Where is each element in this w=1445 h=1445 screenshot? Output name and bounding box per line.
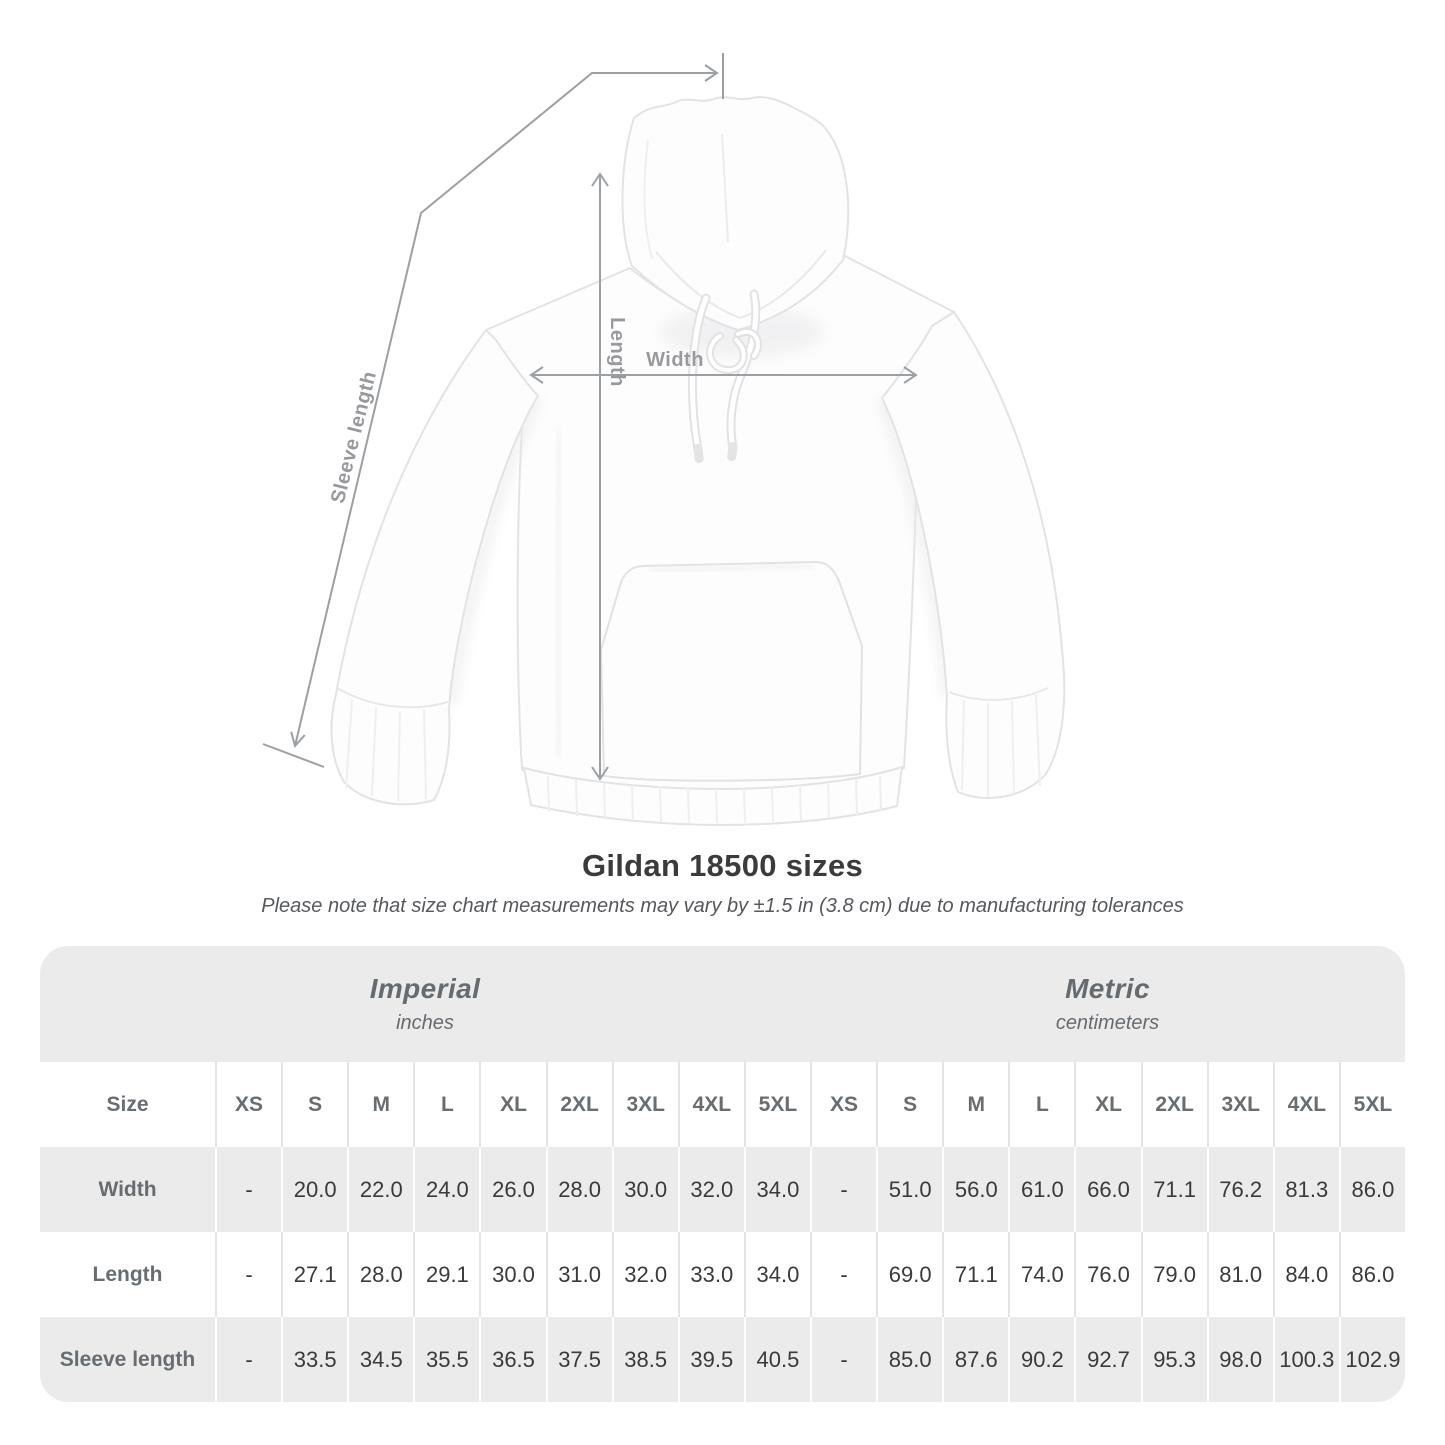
table-cell: 51.0 — [876, 1147, 942, 1232]
sleeve-length-label: Sleeve length — [326, 368, 382, 506]
table-cell: 30.0 — [612, 1147, 678, 1232]
row-label: Length — [92, 1262, 163, 1286]
table-cell: 40.5 — [744, 1317, 810, 1402]
size-col-header: XS — [215, 1062, 281, 1147]
size-col-header: 5XL — [744, 1062, 810, 1147]
table-cell: 84.0 — [1273, 1232, 1339, 1317]
metric-section-header — [810, 946, 1405, 1062]
table-cell: 32.0 — [612, 1232, 678, 1317]
table-cell: 100.3 — [1273, 1317, 1339, 1402]
size-col-header: 5XL — [1339, 1062, 1405, 1147]
table-cell: - — [215, 1147, 281, 1232]
table-cell: 32.0 — [678, 1147, 744, 1232]
table-cell: 20.0 — [281, 1147, 347, 1232]
table-cell: 85.0 — [876, 1317, 942, 1402]
size-header-row — [40, 1062, 1405, 1147]
table-cell: 81.0 — [1207, 1232, 1273, 1317]
table-cell: 71.1 — [942, 1232, 1008, 1317]
table-cell: 69.0 — [876, 1232, 942, 1317]
metric-section-unit: centimeters — [1055, 1012, 1160, 1034]
size-col-header: S — [876, 1062, 942, 1147]
size-col-header: 4XL — [1273, 1062, 1339, 1147]
size-col-header: XL — [1074, 1062, 1140, 1147]
table-cell: - — [215, 1317, 281, 1402]
table-cell: 29.1 — [413, 1232, 479, 1317]
table-cell: 81.3 — [1273, 1147, 1339, 1232]
table-cell: 35.5 — [413, 1317, 479, 1402]
table-cell: 37.5 — [546, 1317, 612, 1402]
table-cell: 26.0 — [479, 1147, 545, 1232]
table-cell: 27.1 — [281, 1232, 347, 1317]
imperial-section-header — [40, 946, 810, 1062]
table-cell: 71.1 — [1141, 1147, 1207, 1232]
table-cell: 87.6 — [942, 1317, 1008, 1402]
table-cell: - — [810, 1147, 876, 1232]
table-cell: 36.5 — [479, 1317, 545, 1402]
table-cell: 28.0 — [347, 1232, 413, 1317]
table-cell: - — [215, 1232, 281, 1317]
table-cell: 79.0 — [1141, 1232, 1207, 1317]
imperial-section-title: Imperial — [369, 973, 481, 1004]
table-cell: 76.2 — [1207, 1147, 1273, 1232]
imperial-section-unit: inches — [396, 1012, 454, 1034]
width-row — [40, 1147, 1405, 1232]
row-label: Sleeve length — [59, 1347, 196, 1371]
body-crease — [557, 430, 560, 756]
tolerance-note: Please note that size chart measurements may vary by ±1.5 in (3.8 cm) due to manufacturing tolerances — [261, 895, 1184, 917]
table-cell: 74.0 — [1008, 1232, 1074, 1317]
table-cell: - — [810, 1232, 876, 1317]
kangaroo-pocket — [601, 562, 862, 781]
size-col-header: 2XL — [1141, 1062, 1207, 1147]
table-cell: 86.0 — [1339, 1147, 1405, 1232]
table-cell: 61.0 — [1008, 1147, 1074, 1232]
table-cell: - — [810, 1317, 876, 1402]
table-cell: 34.0 — [744, 1232, 810, 1317]
sleeve-length-row — [40, 1317, 1405, 1402]
size-col-header: L — [413, 1062, 479, 1147]
row-label: Width — [98, 1177, 157, 1201]
size-col-header: M — [347, 1062, 413, 1147]
size-col-header: M — [942, 1062, 1008, 1147]
table-cell: 76.0 — [1074, 1232, 1140, 1317]
size-col-header: 2XL — [546, 1062, 612, 1147]
table-cell: 39.5 — [678, 1317, 744, 1402]
length-label: Length — [606, 317, 628, 387]
table-cell: 34.0 — [744, 1147, 810, 1232]
table-cell: 90.2 — [1008, 1317, 1074, 1402]
table-cell: 98.0 — [1207, 1317, 1273, 1402]
table-cell: 95.3 — [1141, 1317, 1207, 1402]
size-col-header: XS — [810, 1062, 876, 1147]
table-cell: 92.7 — [1074, 1317, 1140, 1402]
table-cell: 24.0 — [413, 1147, 479, 1232]
width-label: Width — [646, 349, 704, 371]
page-title: Gildan 18500 sizes — [581, 848, 864, 883]
size-col-header: XL — [479, 1062, 545, 1147]
table-cell: 34.5 — [347, 1317, 413, 1402]
metric-section-title: Metric — [1065, 973, 1150, 1004]
table-cell: 56.0 — [942, 1147, 1008, 1232]
table-cell: 38.5 — [612, 1317, 678, 1402]
table-cell: 102.9 — [1339, 1317, 1405, 1402]
table-cell: 33.5 — [281, 1317, 347, 1402]
size-col-header: 4XL — [678, 1062, 744, 1147]
table-cell: 30.0 — [479, 1232, 545, 1317]
size-col-header: S — [281, 1062, 347, 1147]
size-col-header: 3XL — [612, 1062, 678, 1147]
table-cell: 33.0 — [678, 1232, 744, 1317]
size-header-label: Size — [106, 1092, 149, 1116]
table-cell: 31.0 — [546, 1232, 612, 1317]
unit-section-band — [40, 946, 1405, 1062]
length-row — [40, 1232, 1405, 1317]
size-col-header: 3XL — [1207, 1062, 1273, 1147]
table-cell: 86.0 — [1339, 1232, 1405, 1317]
table-cell: 66.0 — [1074, 1147, 1140, 1232]
table-cell: 22.0 — [347, 1147, 413, 1232]
table-cell: 28.0 — [546, 1147, 612, 1232]
size-table — [40, 946, 1405, 1402]
size-col-header: L — [1008, 1062, 1074, 1147]
